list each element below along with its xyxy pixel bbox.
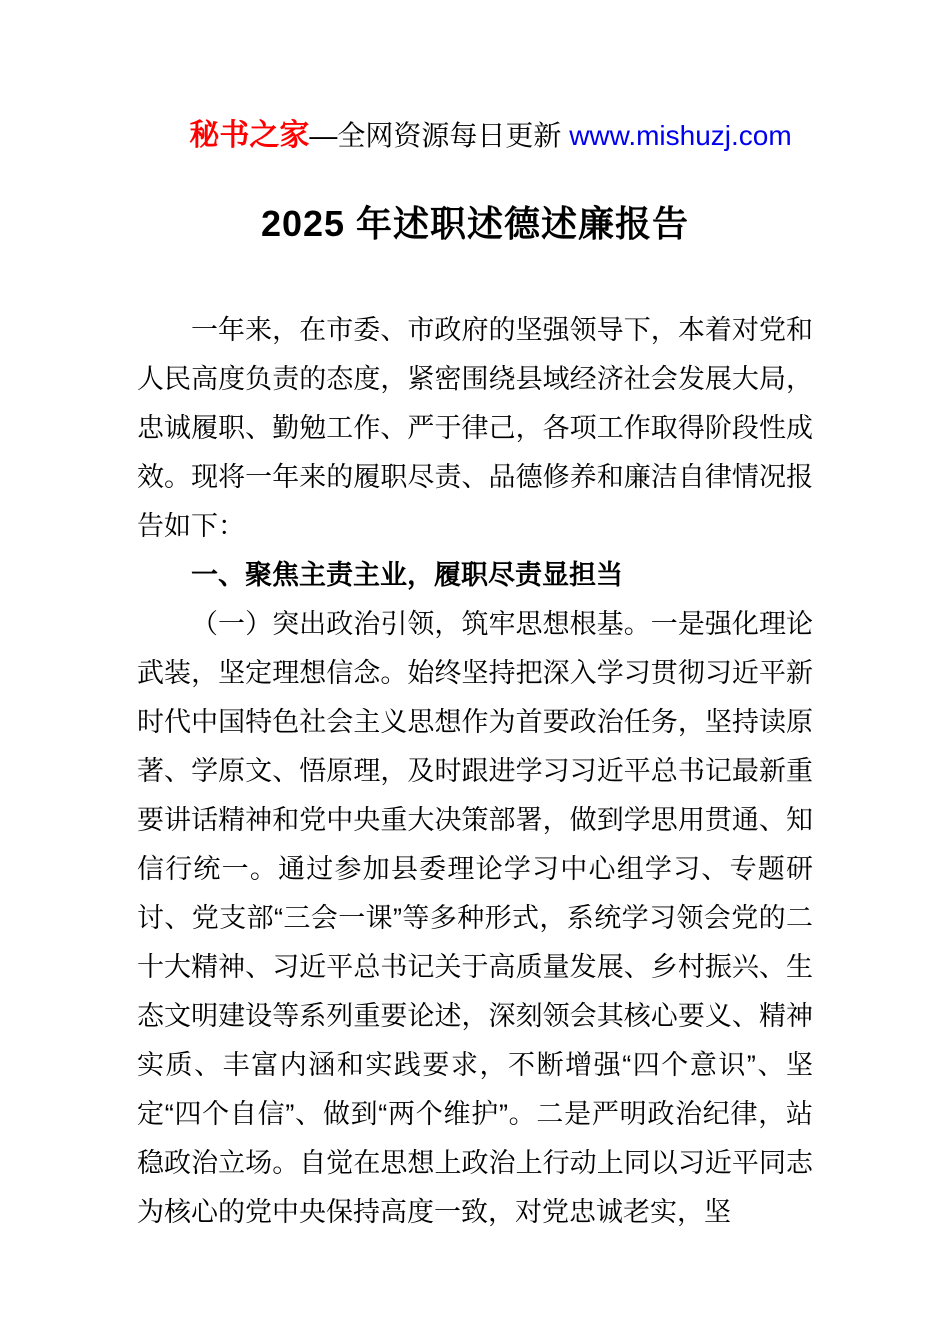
site-url-link[interactable]: www.mishuzj.com <box>569 120 792 151</box>
document-body <box>137 306 813 1237</box>
body-paragraph: （一）突出政治引领，筑牢思想根基。一是强化理论武装，坚定理想信念。始终坚持把深入学习贯彻习近平新时代中国特色社会主义思想作为首要政治任务，坚持读原著、学原文、悟原理，及时跟进学习习近平总书记最新重要讲话精神和党中央重大决策部署，做到学思用贯通、知信行统一。通过参加县委理论学习中心组学习、专题研讨、党支部“三会一课”等多种形式，系统学习领会党的二十大精神、习近平总书记关于高质量发展、乡村振兴、生态文明建设等系列重要论述，深刻领会其核心要义、精神实质、丰富内涵和实践要求，不断增强“四个意识”、坚定“四个自信”、做到“两个维护”。二是严明政治纪律，站稳政治立场。自觉在思想上政治上行动上同以习近平同志为核心的党中央保持高度一致，对党忠诚老实，坚 <box>137 609 813 1227</box>
document-title: 2025 年述职述德述廉报告 <box>260 203 690 244</box>
section-heading: 一、聚焦主责主业，履职尽责显担当 <box>191 560 623 590</box>
site-brand: 秘书之家 <box>189 119 310 152</box>
site-tagline: —全网资源每日更新 <box>309 120 570 151</box>
body-paragraph: 一年来，在市委、市政府的坚强领导下，本着对党和人民高度负责的态度，紧密围绕县域经济社会发展大局，忠诚履职、勤勉工作、严于律己，各项工作取得阶段性成效。现将一年来的履职尽责、品德修养和廉洁自律情况报告如下： <box>137 315 813 541</box>
site-header <box>0 0 950 184</box>
